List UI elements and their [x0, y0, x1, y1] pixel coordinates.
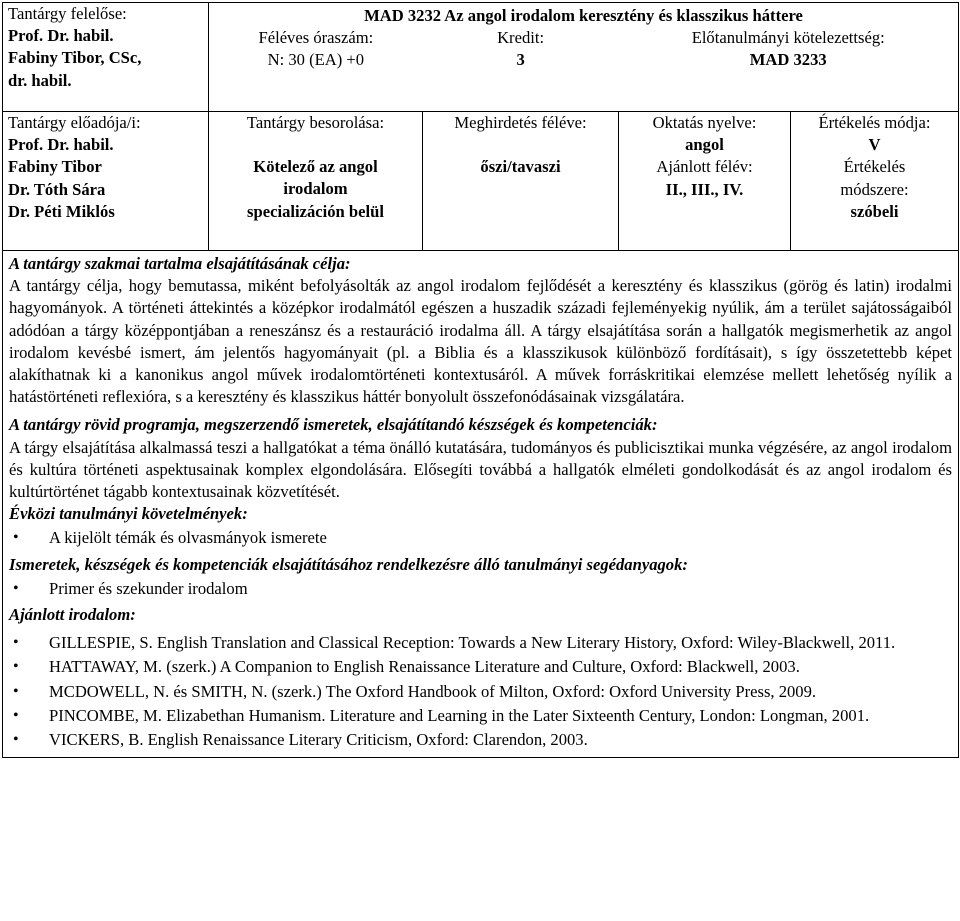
- recommended-label: Ajánlott félév:: [656, 157, 753, 177]
- list-item: • HATTAWAY, M. (szerk.) A Companion to English Renaissance Literature and Culture, Oxford: Blackwell, 2003.: [9, 656, 952, 678]
- bullet-icon: •: [13, 634, 19, 652]
- course-header-cell: [209, 3, 959, 112]
- responsible-name-2: Fabiny Tibor, CSc,: [8, 48, 142, 68]
- list-item: • Primer és szekunder irodalom: [9, 578, 952, 600]
- bullet-icon: •: [13, 682, 19, 700]
- term-cell: [423, 112, 619, 251]
- language-value: angol: [685, 135, 724, 155]
- assessment-cell: [791, 112, 959, 251]
- program-text: A tárgy elsajátítása alkalmassá teszi a hallgatókat a téma önálló kutatására, tudományos és publicisztikai munka végzésére, az angol irodalom és kultúra történeti aspektusainak komplex elgondolására. Elősegíti továbbá a hallgatók elméleti gondolkodását és az angol irodalom és kultúrtörténet tágabb kontextusainak közvetítését.: [9, 437, 952, 502]
- responsible-cell: [3, 3, 209, 112]
- list-item: • A kijelölt témák és olvasmányok ismerete: [9, 527, 952, 549]
- materials-list: [9, 578, 952, 600]
- credit-value: 3: [516, 50, 525, 69]
- term-value: őszi/tavaszi: [480, 157, 561, 177]
- classification-value-1: Kötelező az angol: [253, 157, 378, 177]
- lecturer-name-1: Prof. Dr. habil.: [8, 135, 114, 155]
- course-description-table: [2, 2, 959, 758]
- requirements-list: [9, 527, 952, 549]
- assessment-label: Értékelés módja:: [818, 113, 931, 132]
- responsible-name-1: Prof. Dr. habil.: [8, 26, 114, 46]
- list-item: • MCDOWELL, N. és SMITH, N. (szerk.) The Oxford Handbook of Milton, Oxford: Oxford University Press, 2009.: [9, 681, 952, 703]
- list-item: • GILLESPIE, S. English Translation and Classical Reception: Towards a New Literary History, Oxford: Wiley-Blackwell, 2011.: [9, 632, 952, 654]
- goal-heading: A tantárgy szakmai tartalma elsajátításának célja:: [9, 254, 351, 273]
- credit-label: Kredit:: [497, 28, 545, 47]
- assessment-value: V: [868, 135, 881, 155]
- lecturer-name-2: Fabiny Tibor: [8, 157, 102, 177]
- bullet-icon: •: [13, 579, 19, 597]
- course-title: MAD 3232 Az angol irodalom keresztény és klasszikus háttere: [364, 6, 803, 25]
- bullet-icon: •: [13, 706, 19, 724]
- content-cell: [3, 251, 959, 758]
- list-item: • VICKERS, B. English Renaissance Literary Criticism, Oxford: Clarendon, 2003.: [9, 729, 952, 751]
- assessment-method-label-1: Értékelés: [843, 157, 906, 177]
- materials-heading: Ismeretek, készségek és kompetenciák elsajátításához rendelkezésre álló tanulmányi segédanyagok:: [9, 554, 688, 574]
- bullet-icon: •: [13, 658, 19, 676]
- lecturer-name-4: Dr. Péti Miklós: [8, 201, 115, 221]
- bullet-icon: •: [13, 529, 19, 547]
- prereq-value: MAD 3233: [749, 50, 827, 69]
- reading-heading: Ajánlott irodalom:: [9, 605, 136, 625]
- classification-value-3: specializáción belül: [247, 201, 384, 221]
- classification-value-2: irodalom: [283, 179, 348, 199]
- reading-list: [9, 632, 952, 751]
- lecturer-name-3: Dr. Tóth Sára: [8, 179, 106, 199]
- prereq-label: Előtanulmányi kötelezettség:: [691, 28, 885, 47]
- list-item: • PINCOMBE, M. Elizabethan Humanism. Literature and Learning in the Later Sixteenth Century, London: Longman, 2001.: [9, 705, 952, 727]
- classification-cell: [209, 112, 423, 251]
- assessment-method-label-2: módszere:: [840, 179, 909, 199]
- lecturer-cell: [3, 112, 209, 251]
- language-cell: [619, 112, 791, 251]
- recommended-value: II., III., IV.: [665, 179, 744, 199]
- requirements-heading: Évközi tanulmányi követelmények:: [9, 504, 248, 524]
- term-label: Meghirdetés féléve:: [454, 113, 587, 132]
- semester-hours-value: N: 30 (EA) +0: [267, 50, 365, 69]
- bullet-icon: •: [13, 731, 19, 749]
- lecturer-label: Tantárgy előadója/i:: [8, 113, 141, 132]
- responsible-label: Tantárgy felelőse:: [8, 4, 127, 23]
- language-label: Oktatás nyelve:: [652, 113, 757, 132]
- semester-hours-label: Féléves óraszám:: [258, 28, 374, 47]
- assessment-method-value: szóbeli: [850, 201, 899, 221]
- goal-text: A tantárgy célja, hogy bemutassa, miként befolyásolták az angol irodalom fejlődését a keresztény és klasszikus (görög és latin) irodalmi hagyományok. A történeti áttekintés a középkor irodalmától egészen a huszadik századi fejleményekig nyúlik, ám a terület sajátosságaiból adódóan a tárgy középpontjában a reneszánsz és a restauráció irodalma áll. A tárgy elsajátítása során a hallgatók megismerhetik az angol irodalom kevésbé ismert, ám jelentős hagyományait (pl. a Biblia és a klasszikusok különböző fordításait), s így összetettebb képet alakíthatnak ki a kanonikus angol művek irodalomtörténeti kontextusáról. A művek forráskritikai elemzése mellett lehetőség nyílik a hatástörténeti reflexióra, s a keresztény és klasszikus háttér bonyolult összefonódásainak vizsgálatára.: [9, 276, 952, 407]
- program-heading: A tantárgy rövid programja, megszerzendő ismeretek, elsajátítandó készségek és kompetenciák:: [9, 415, 658, 435]
- classification-label: Tantárgy besorolása:: [246, 113, 385, 132]
- responsible-name-3: dr. habil.: [8, 70, 72, 90]
